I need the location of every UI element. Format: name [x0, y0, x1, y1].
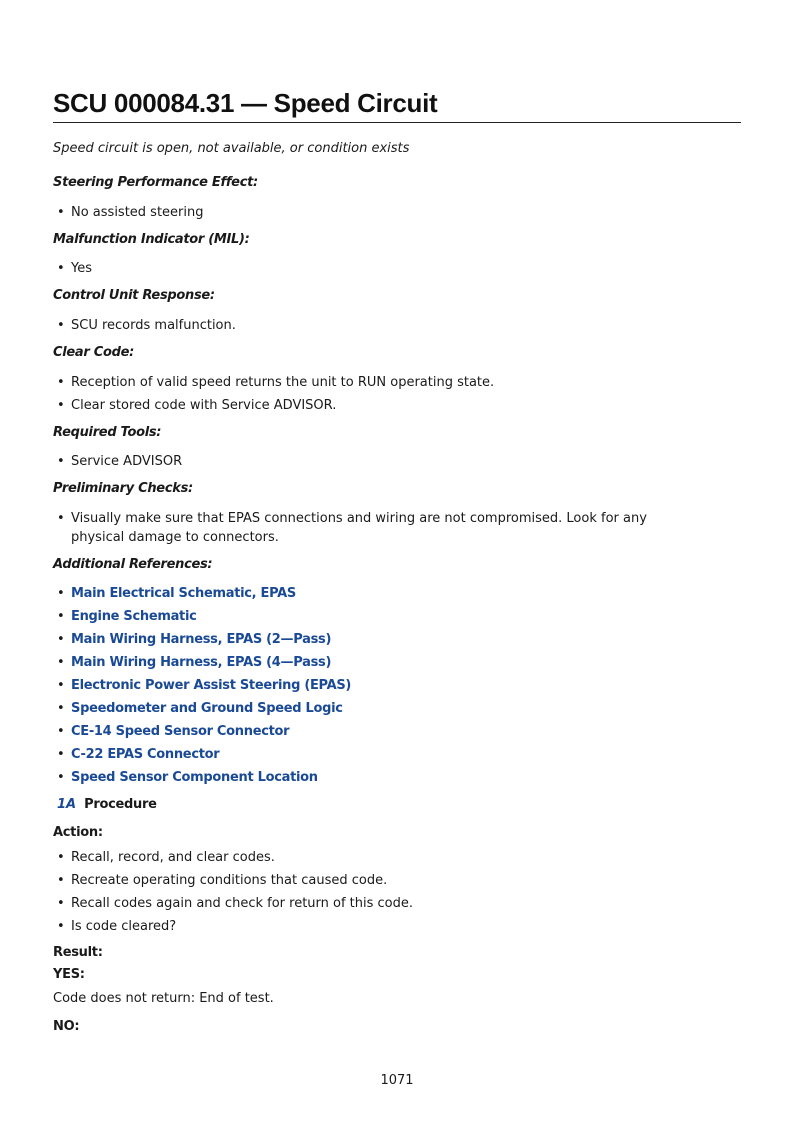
reference-link[interactable]: C-22 EPAS Connector — [71, 747, 220, 762]
list-item — [53, 697, 703, 720]
reference-link[interactable]: Electronic Power Assist Steering (EPAS) — [71, 678, 352, 693]
steering-effect-heading: Steering Performance Effect: — [53, 175, 258, 190]
yes-heading: YES: — [53, 967, 85, 982]
procedure-number: 1A — [57, 797, 77, 812]
list-item: • Service ADVISOR — [53, 452, 703, 471]
list-item: • Clear stored code with Service ADVISOR. — [53, 396, 703, 415]
yes-result-text: Code does not return: End of test. — [53, 991, 274, 1006]
list-item: • Visually make sure that EPAS connections and wiring are not compromised. Look for any physical damage to connectors. — [53, 509, 703, 547]
list-item — [53, 720, 703, 743]
list-item: • Is code cleared? — [53, 917, 703, 936]
list-item: • Yes — [53, 259, 703, 278]
procedure-heading — [53, 797, 157, 812]
preliminary-checks-heading: Preliminary Checks: — [53, 481, 193, 496]
no-heading: NO: — [53, 1019, 80, 1034]
procedure-label: Procedure — [84, 797, 157, 812]
clear-code-heading: Clear Code: — [53, 345, 135, 360]
control-unit-response-list — [53, 316, 703, 335]
list-item — [53, 674, 703, 697]
action-heading: Action: — [53, 825, 103, 840]
additional-references-list — [53, 582, 703, 789]
list-item — [53, 582, 703, 605]
list-item: • Recreate operating conditions that caused code. — [53, 871, 703, 890]
preliminary-checks-list — [53, 509, 703, 547]
control-unit-response-heading: Control Unit Response: — [53, 288, 215, 303]
mil-list — [53, 259, 703, 278]
list-item: • Recall codes again and check for return of this code. — [53, 894, 703, 913]
list-item: • No assisted steering — [53, 203, 703, 222]
clear-code-list — [53, 373, 703, 415]
page-number: 1071 — [380, 1073, 414, 1088]
reference-link[interactable]: Speed Sensor Component Location — [71, 770, 318, 785]
list-item — [53, 605, 703, 628]
page-title: SCU 000084.31 — Speed Circuit — [53, 88, 438, 118]
title-rule — [53, 122, 741, 123]
list-item: • Recall, record, and clear codes. — [53, 848, 703, 867]
list-item — [53, 628, 703, 651]
reference-link[interactable]: CE-14 Speed Sensor Connector — [71, 724, 290, 739]
code-description: Speed circuit is open, not available, or condition exists — [53, 141, 410, 156]
list-item — [53, 743, 703, 766]
reference-link[interactable]: Main Wiring Harness, EPAS (4—Pass) — [71, 655, 332, 670]
required-tools-heading: Required Tools: — [53, 425, 162, 440]
list-item — [53, 766, 703, 789]
result-heading: Result: — [53, 945, 103, 960]
reference-link[interactable]: Engine Schematic — [71, 609, 197, 624]
steering-effect-list — [53, 203, 703, 222]
mil-heading: Malfunction Indicator (MIL): — [53, 232, 250, 247]
reference-link[interactable]: Main Wiring Harness, EPAS (2—Pass) — [71, 632, 332, 647]
list-item: • SCU records malfunction. — [53, 316, 703, 335]
action-list — [53, 848, 703, 936]
additional-references-heading: Additional References: — [53, 557, 213, 572]
required-tools-list — [53, 452, 703, 471]
list-item: • Reception of valid speed returns the unit to RUN operating state. — [53, 373, 703, 392]
reference-link[interactable]: Speedometer and Ground Speed Logic — [71, 701, 343, 716]
reference-link[interactable]: Main Electrical Schematic, EPAS — [71, 586, 296, 601]
list-item — [53, 651, 703, 674]
